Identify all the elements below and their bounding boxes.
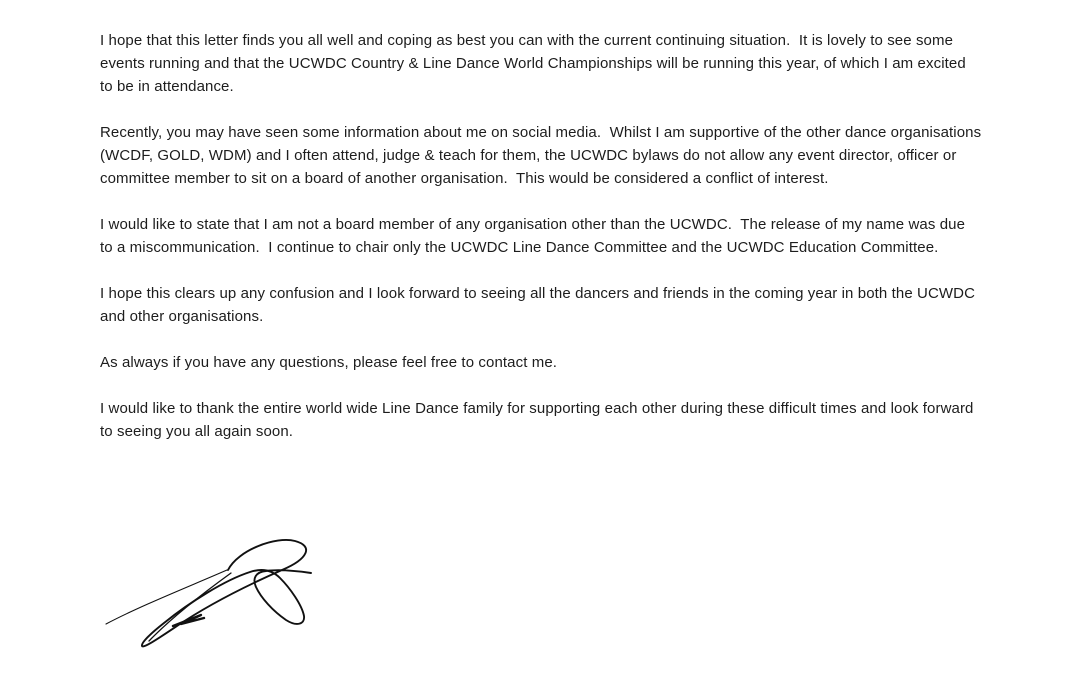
handwritten-signature-icon [80, 510, 410, 670]
letter-paragraph: I would like to thank the entire world wide Line Dance family for supporting each other during these difficult times and look forward to seeing you all again soon. [100, 400, 978, 440]
signature-scribble [80, 510, 410, 670]
letter-paragraph: Recently, you may have seen some information about me on social media. Whilst I am supportive of the other dance organisations (WCDF, GOLD, WDM) and I often attend, judge & teach for them, the UCWDC bylaws do not allow any event director, officer or committee member to sit on a board of another organisation. This would be considered a conflict of interest. [100, 124, 986, 187]
letter-paragraph: I hope this clears up any confusion and I look forward to seeing all the dancers and friends in the coming year in both the UCWDC and other organisations. [100, 285, 980, 325]
letter-paragraph: I hope that this letter finds you all well and coping as best you can with the current continuing situation. It is lovely to see some events running and that the UCWDC Country & Line Dance World Championships will be running this year, of which I am excited to be in attendance. [100, 32, 971, 95]
letter-body [100, 29, 986, 466]
letter-paragraph: As always if you have any questions, please feel free to contact me. [100, 354, 558, 371]
letter-paragraph: I would like to state that I am not a board member of any organisation other than the UCWDC. The release of my name was due to a miscommunication. I continue to chair only the UCWDC Line Dance Committee and the UCWDC Education Committee. [100, 216, 970, 256]
